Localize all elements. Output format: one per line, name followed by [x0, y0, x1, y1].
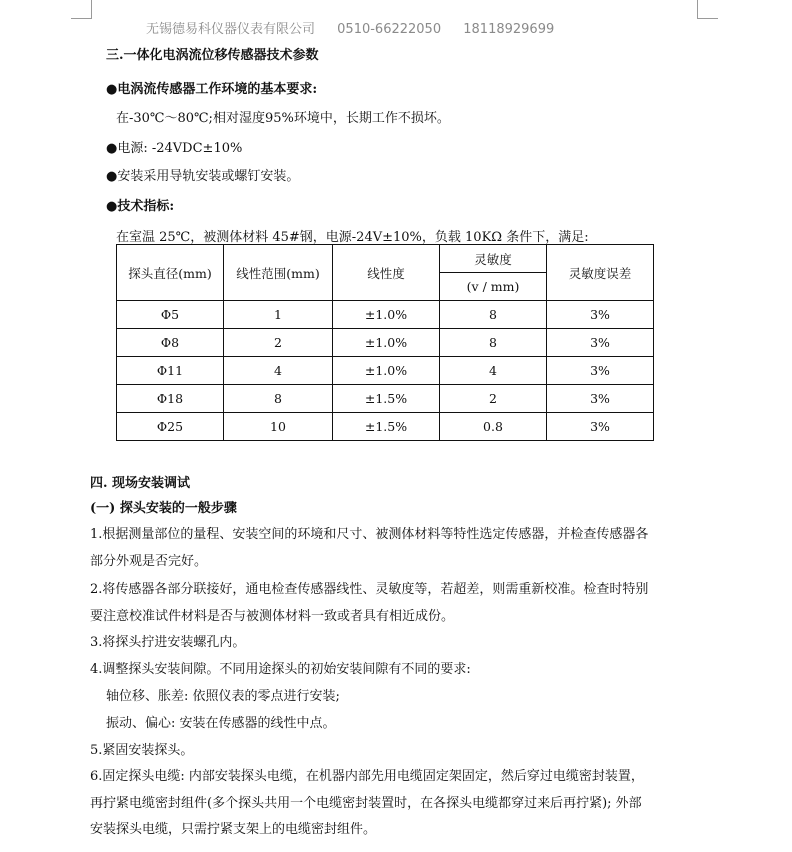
spec-table	[116, 244, 654, 441]
cell-sensitivity: 8	[440, 301, 547, 329]
tech-heading: ●技术指标:	[106, 199, 175, 214]
cell-probe: Φ8	[117, 329, 224, 357]
cell-linearity: ±1.0%	[333, 329, 440, 357]
header-sensitivity: 灵敏度	[440, 245, 547, 273]
table-row	[117, 357, 654, 385]
phone-number: 0510-66222050	[337, 22, 442, 37]
cell-sensitivity: 0.8	[440, 413, 547, 441]
cell-sensitivity: 4	[440, 357, 547, 385]
company-name: 无锡德易科仪器仪表有限公司	[146, 22, 316, 37]
step3: 3.将探头拧进安装螺孔内。	[90, 635, 246, 650]
page-corner-mark-right	[697, 0, 718, 19]
cell-range: 10	[224, 413, 333, 441]
cell-error: 3%	[547, 413, 654, 441]
test-conditions: 在室温 25℃，被测体材料 45#钢，电源-24V±10%，负载 10KΩ 条件下，满足:	[116, 230, 589, 245]
mount-spec: ●安装采用导轨安装或螺钉安装。	[106, 169, 300, 184]
env-heading: ●电涡流传感器工作环境的基本要求:	[106, 82, 318, 97]
header-range: 线性范围(mm)	[224, 245, 333, 301]
cell-linearity: ±1.5%	[333, 385, 440, 413]
step6-line2: 再拧紧电缆密封组件(多个探头共用一个电缆密封装置时，在各探头电缆都穿过来后再拧紧); 外部	[90, 796, 642, 811]
cell-probe: Φ11	[117, 357, 224, 385]
step4-vibration: 振动、偏心: 安装在传感器的线性中点。	[106, 716, 336, 731]
section4-subtitle: (一) 探头安装的一般步骤	[90, 501, 237, 516]
cell-error: 3%	[547, 357, 654, 385]
cell-probe: Φ18	[117, 385, 224, 413]
cell-range: 4	[224, 357, 333, 385]
cell-linearity: ±1.0%	[333, 301, 440, 329]
cell-range: 1	[224, 301, 333, 329]
step6-line1: 6.固定探头电缆: 内部安装探头电缆，在机器内部先用电缆固定架固定，然后穿过电缆密封装置，	[90, 769, 644, 784]
cell-range: 2	[224, 329, 333, 357]
header-probe: 探头直径(mm)	[117, 245, 224, 301]
header-error: 灵敏度误差	[547, 245, 654, 301]
header-sensitivity-unit: (v / mm)	[440, 273, 547, 301]
cell-error: 3%	[547, 385, 654, 413]
step4-axial: 轴位移、胀差: 依照仪表的零点进行安装;	[106, 689, 340, 704]
section3-title: 三.一体化电涡流位移传感器技术参数	[106, 48, 319, 63]
mobile-number: 18118929699	[463, 22, 555, 37]
step4: 4.调整探头安装间隙。不同用途探头的初始安装间隙有不同的要求:	[90, 662, 471, 677]
table-row	[117, 301, 654, 329]
cell-probe: Φ25	[117, 413, 224, 441]
step1-line1: 1.根据测量部位的量程、安装空间的环境和尺寸、被测体材料等特性选定传感器，并检查传感器各	[90, 527, 649, 542]
header-linearity: 线性度	[333, 245, 440, 301]
step1-line2: 部分外观是否完好。	[90, 554, 208, 569]
cell-probe: Φ5	[117, 301, 224, 329]
table-row	[117, 329, 654, 357]
section4-title: 四. 现场安装调试	[90, 476, 191, 491]
cell-sensitivity: 2	[440, 385, 547, 413]
table-header-row	[117, 245, 654, 273]
cell-error: 3%	[547, 301, 654, 329]
env-text: 在-30℃～80℃;相对湿度95%环境中，长期工作不损坏。	[116, 111, 450, 126]
power-spec: ●电源: -24VDC±10%	[106, 141, 243, 156]
step5: 5.紧固安装探头。	[90, 743, 194, 758]
cell-sensitivity: 8	[440, 329, 547, 357]
table-row	[117, 385, 654, 413]
cell-linearity: ±1.5%	[333, 413, 440, 441]
page-header	[146, 18, 666, 37]
cell-range: 8	[224, 385, 333, 413]
step2-line1: 2.将传感器各部分联接好，通电检查传感器线性、灵敏度等，若超差，则需重新校准。检查时特别	[90, 582, 649, 597]
step2-line2: 要注意校准试件材料是否与被测体材料一致或者具有相近成份。	[90, 609, 455, 624]
table-row	[117, 413, 654, 441]
cell-linearity: ±1.0%	[333, 357, 440, 385]
page-corner-mark-left	[71, 0, 92, 19]
cell-error: 3%	[547, 329, 654, 357]
step6-line3: 安装探头电缆，只需拧紧支架上的电缆密封组件。	[90, 822, 377, 837]
